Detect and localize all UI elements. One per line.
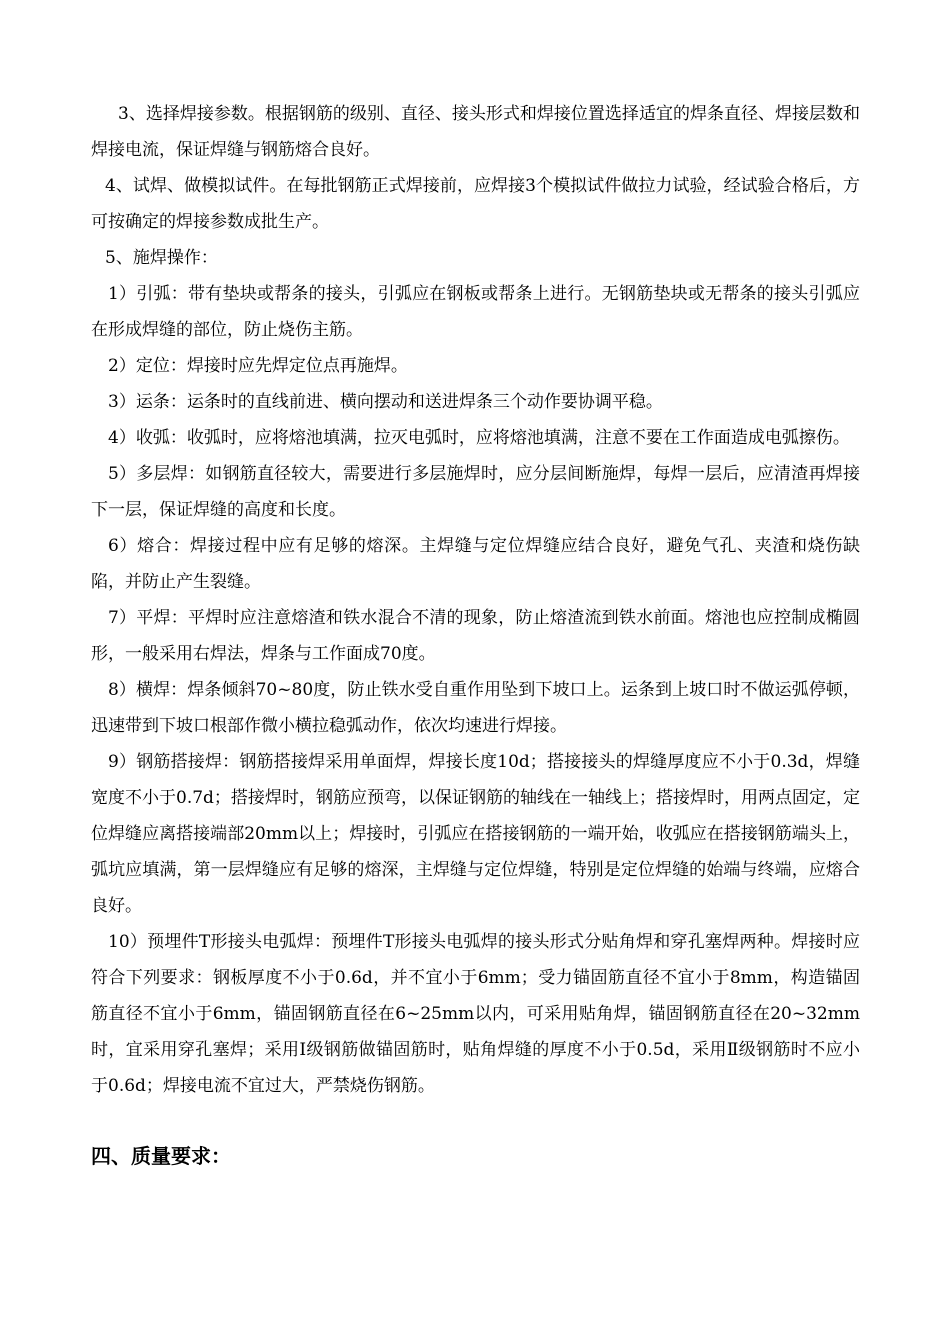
paragraph-lap-welding: 9）钢筋搭接焊：钢筋搭接焊采用单面焊，焊接长度10d；搭接接头的焊缝厚度应不小于0.3d，焊缝宽度不小于0.7d；搭接焊时，钢筋应预弯，以保证钢筋的轴线在一轴线上；搭接焊时，用两点固定，定位焊缝应离搭接端部20mm以上；焊接时，引弧应在搭接钢筋的一端开始，收弧应在搭接钢筋端头上，弧坑应填满，第一层焊缝应有足够的熔深，主焊缝与定位焊缝，特别是定位焊缝的始端与终端，应熔合良好。 (91, 752, 860, 916)
paragraph-arc-striking: 1）引弧：带有垫块或帮条的接头，引弧应在钢板或帮条上进行。无钢筋垫块或无帮条的接头引弧应在形成焊缝的部位，防止烧伤主筋。 (91, 284, 860, 340)
paragraph-trial-welding: 4、试焊、做模拟试件。在每批钢筋正式焊接前，应焊接3个模拟试件做拉力试验，经试验合格后，方可按确定的焊接参数成批生产。 (91, 176, 860, 232)
document-page (91, 96, 860, 1176)
paragraph-rod-manipulation: 3）运条：运条时的直线前进、横向摆动和送进焊条三个动作要协调平稳。 (108, 392, 663, 412)
paragraph-positioning: 2）定位：焊接时应先焊定位点再施焊。 (108, 356, 408, 376)
paragraph-t-joint-welding: 10）预埋件T形接头电弧焊：预埋件T形接头电弧焊的接头形式分贴角焊和穿孔塞焊两种。焊接时应符合下列要求：钢板厚度不小于0.6d，并不宜小于6mm；受力锚固筋直径不宜小于8mm，构造锚固筋直径不宜小于6mm，锚固钢筋直径在6~25mm以内，可采用贴角焊，锚固钢筋直径在20~32mm时，宜采用穿孔塞焊；采用Ⅰ级钢筋做锚固筋时，贴角焊缝的厚度不小于0.5d，采用Ⅱ级钢筋时不应小于0.6d；焊接电流不宜过大，严禁烧伤钢筋。 (91, 932, 860, 1096)
paragraph-fusion: 6）熔合：焊接过程中应有足够的熔深。主焊缝与定位焊缝应结合良好，避免气孔、夹渣和烧伤缺陷，并防止产生裂缝。 (91, 536, 860, 592)
paragraph-welding-operation: 5、施焊操作： (105, 248, 218, 268)
section-heading-quality-requirements: 四、质量要求： (91, 1144, 231, 1168)
paragraph-flat-welding: 7）平焊：平焊时应注意熔渣和铁水混合不清的现象，防止熔渣流到铁水前面。熔池也应控制成椭圆形，一般采用右焊法，焊条与工作面成70度。 (91, 608, 860, 664)
paragraph-arc-ending: 4）收弧：收弧时，应将熔池填满，拉灭电弧时，应将熔池填满，注意不要在工作面造成电弧擦伤。 (108, 428, 850, 448)
paragraph-horizontal-welding: 8）横焊：焊条倾斜70~80度，防止铁水受自重作用坠到下坡口上。运条到上坡口时不做运弧停顿，迅速带到下坡口根部作微小横拉稳弧动作，依次均速进行焊接。 (91, 680, 860, 736)
paragraph-welding-parameters: 3、选择焊接参数。根据钢筋的级别、直径、接头形式和焊接位置选择适宜的焊条直径、焊接层数和焊接电流，保证焊缝与钢筋熔合良好。 (91, 104, 860, 160)
paragraph-multilayer-welding: 5）多层焊：如钢筋直径较大，需要进行多层施焊时，应分层间断施焊，每焊一层后，应清渣再焊接下一层，保证焊缝的高度和长度。 (91, 464, 860, 520)
